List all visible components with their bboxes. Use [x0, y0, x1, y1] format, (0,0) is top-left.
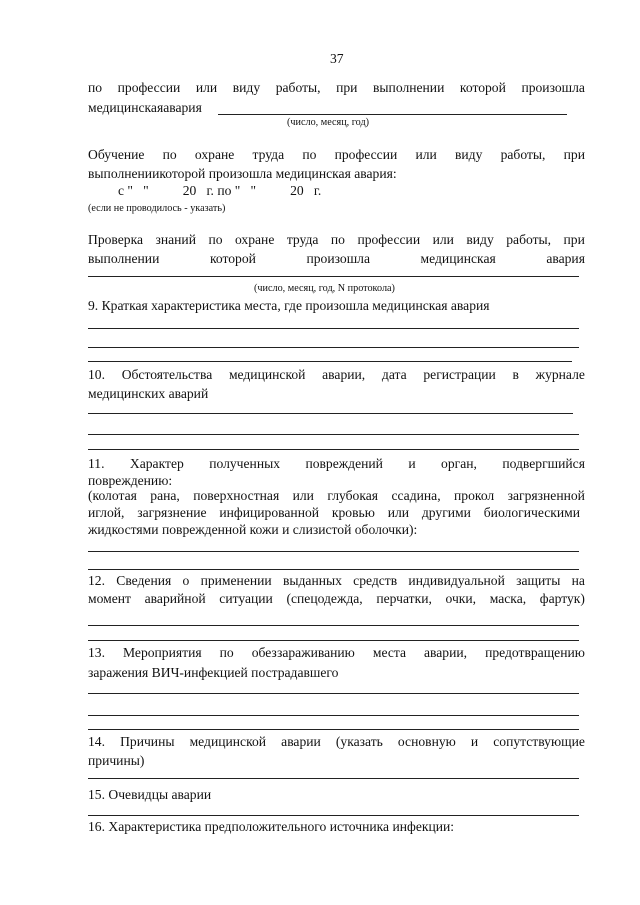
word: 12. [88, 573, 105, 588]
word: иглой, [88, 505, 125, 520]
word: произошла [306, 251, 370, 266]
word: аварийной [144, 591, 206, 606]
s14-blank-1 [88, 778, 579, 779]
s12-line2 [88, 591, 585, 607]
word: или [195, 80, 218, 95]
word: профессии [117, 80, 181, 95]
word: по [330, 232, 345, 247]
word: медицинская [420, 251, 496, 266]
s12-blank-2 [88, 640, 579, 641]
word: индивидуальной [408, 573, 505, 588]
s3-line2 [88, 251, 585, 267]
s14-line1 [88, 734, 585, 750]
word: профессии [357, 232, 421, 247]
word: ссадина, [391, 488, 441, 503]
word: загрязнение [137, 505, 207, 520]
s2-note: (если не проводилось - указать) [88, 203, 226, 214]
s10-blank-2 [88, 434, 579, 435]
word: авария [546, 251, 585, 266]
word: поверхностная [193, 488, 280, 503]
word: и [408, 456, 416, 471]
word: произошла [521, 80, 585, 95]
word: (колотая [88, 488, 137, 503]
word: аварии, [322, 367, 366, 382]
s14-line2: причины) [88, 753, 145, 768]
word: которой [459, 80, 506, 95]
word: предотвращению [485, 645, 585, 660]
s13-blank-3 [88, 729, 579, 730]
word: или [432, 232, 454, 247]
s1-caption: (число, месяц, год) [287, 117, 370, 128]
word: перчатки, [376, 591, 432, 606]
word: выданных [282, 573, 342, 588]
word: аварии, [424, 645, 468, 660]
word: и [470, 734, 479, 749]
word: маска, [489, 591, 527, 606]
s12-line1 [88, 573, 585, 589]
s11-line4 [88, 505, 580, 521]
s9-heading: 9. Краткая характеристика места, где произошла медицинская авария [88, 298, 490, 313]
word: при [563, 232, 585, 247]
word: на [571, 573, 585, 588]
word: о [182, 573, 190, 588]
word: прокол [454, 488, 495, 503]
word: (спецодежда, [286, 591, 363, 606]
word: Характер [129, 456, 184, 471]
s2-line2: выполнениикоторой произошла медицинская авария: [88, 166, 397, 181]
s11-blank-1 [88, 551, 579, 552]
s13-blank-1 [88, 693, 579, 694]
word: места [372, 645, 406, 660]
s11-line5: жидкостями поврежденной кожи и слизистой оболочки): [88, 522, 418, 537]
word: средств [353, 573, 398, 588]
word: по [162, 147, 177, 162]
s11-line2: повреждению: [88, 473, 173, 488]
word: по [219, 645, 234, 660]
word: которой [209, 251, 256, 266]
word: повреждений [305, 456, 383, 471]
s9-blank-3 [88, 361, 572, 362]
word: или [415, 147, 437, 162]
s1-blank [218, 114, 567, 115]
word: орган, [441, 456, 477, 471]
word: другими [421, 505, 471, 520]
word: загрязненной [507, 488, 585, 503]
s13-line2: заражения ВИЧ-инфекцией пострадавшего [88, 665, 339, 680]
s16-heading: 16. Характеристика предположительного источника инфекции: [88, 819, 455, 834]
word: по [302, 147, 317, 162]
word: 10. [88, 367, 105, 382]
word: сопутствующие [493, 734, 585, 749]
s9-blank-2 [88, 347, 579, 348]
word: Сведения [116, 573, 172, 588]
s1-line1 [88, 80, 585, 96]
word: труда [286, 232, 319, 247]
word: знаний [155, 232, 196, 247]
word: работы, [506, 232, 552, 247]
word: 11. [88, 456, 105, 471]
word: Причины [120, 734, 175, 749]
word: Обучение [88, 147, 145, 162]
s10-line1 [88, 367, 585, 383]
word: (указать [335, 734, 383, 749]
word: глубокая [327, 488, 379, 503]
s11-line1 [88, 456, 585, 472]
s13-blank-2 [88, 715, 579, 716]
word: работы, [500, 147, 546, 162]
word: Мероприятия [123, 645, 202, 660]
word: по [88, 80, 103, 95]
s3-caption: (число, месяц, год, N протокола) [254, 283, 395, 294]
s10-blank-3 [88, 449, 579, 450]
s10-blank-1 [88, 413, 573, 414]
s3-blank [88, 276, 579, 277]
word: очки, [445, 591, 477, 606]
word: фартук) [539, 591, 585, 606]
word: аварии [281, 734, 321, 749]
word: профессии [334, 147, 398, 162]
word: виду [232, 80, 261, 95]
word: момент [88, 591, 131, 606]
word: или [292, 488, 314, 503]
word: при [336, 80, 358, 95]
page-number: 37 [330, 51, 344, 66]
s13-line1 [88, 645, 585, 661]
word: журнале [535, 367, 585, 382]
word: полученных [209, 456, 281, 471]
word: инфицированной [219, 505, 320, 520]
word: охране [194, 147, 235, 162]
word: выполнении [88, 251, 160, 266]
word: охране [234, 232, 275, 247]
word: по [208, 232, 223, 247]
word: труда [252, 147, 285, 162]
word: защиты [516, 573, 561, 588]
s11-blank-2 [88, 569, 579, 570]
s1-line2: медицинскаяавария [88, 100, 202, 115]
s9-blank-1 [88, 328, 579, 329]
word: обеззараживанию [251, 645, 355, 660]
word: виду [466, 232, 494, 247]
word: в [512, 367, 519, 382]
word: виду [454, 147, 483, 162]
s2-line1 [88, 147, 585, 163]
word: медицинской [228, 367, 306, 382]
word: работы, [275, 80, 321, 95]
s11-line3 [88, 488, 585, 504]
word: при [563, 147, 585, 162]
word: биологическими [483, 505, 580, 520]
word: выполнении [373, 80, 445, 95]
word: 13. [88, 645, 105, 660]
word: основную [397, 734, 456, 749]
word: кровью [331, 505, 375, 520]
word: подвергшийся [502, 456, 585, 471]
word: рана, [150, 488, 180, 503]
word: или [387, 505, 410, 520]
word: применении [200, 573, 272, 588]
s2-dates: с " " 20 г. по " " 20 г. [118, 183, 322, 198]
s15-blank-1 [88, 815, 579, 816]
word: регистрации [423, 367, 496, 382]
s15-heading: 15. Очевидцы аварии [88, 787, 212, 802]
s12-blank-1 [88, 625, 579, 626]
word: Обстоятельства [121, 367, 213, 382]
s3-line1 [88, 232, 585, 248]
word: ситуации [219, 591, 273, 606]
word: 14. [88, 734, 105, 749]
word: медицинской [189, 734, 267, 749]
s10-line2: медицинских аварий [88, 386, 209, 401]
word: Проверка [88, 232, 144, 247]
word: дата [381, 367, 407, 382]
